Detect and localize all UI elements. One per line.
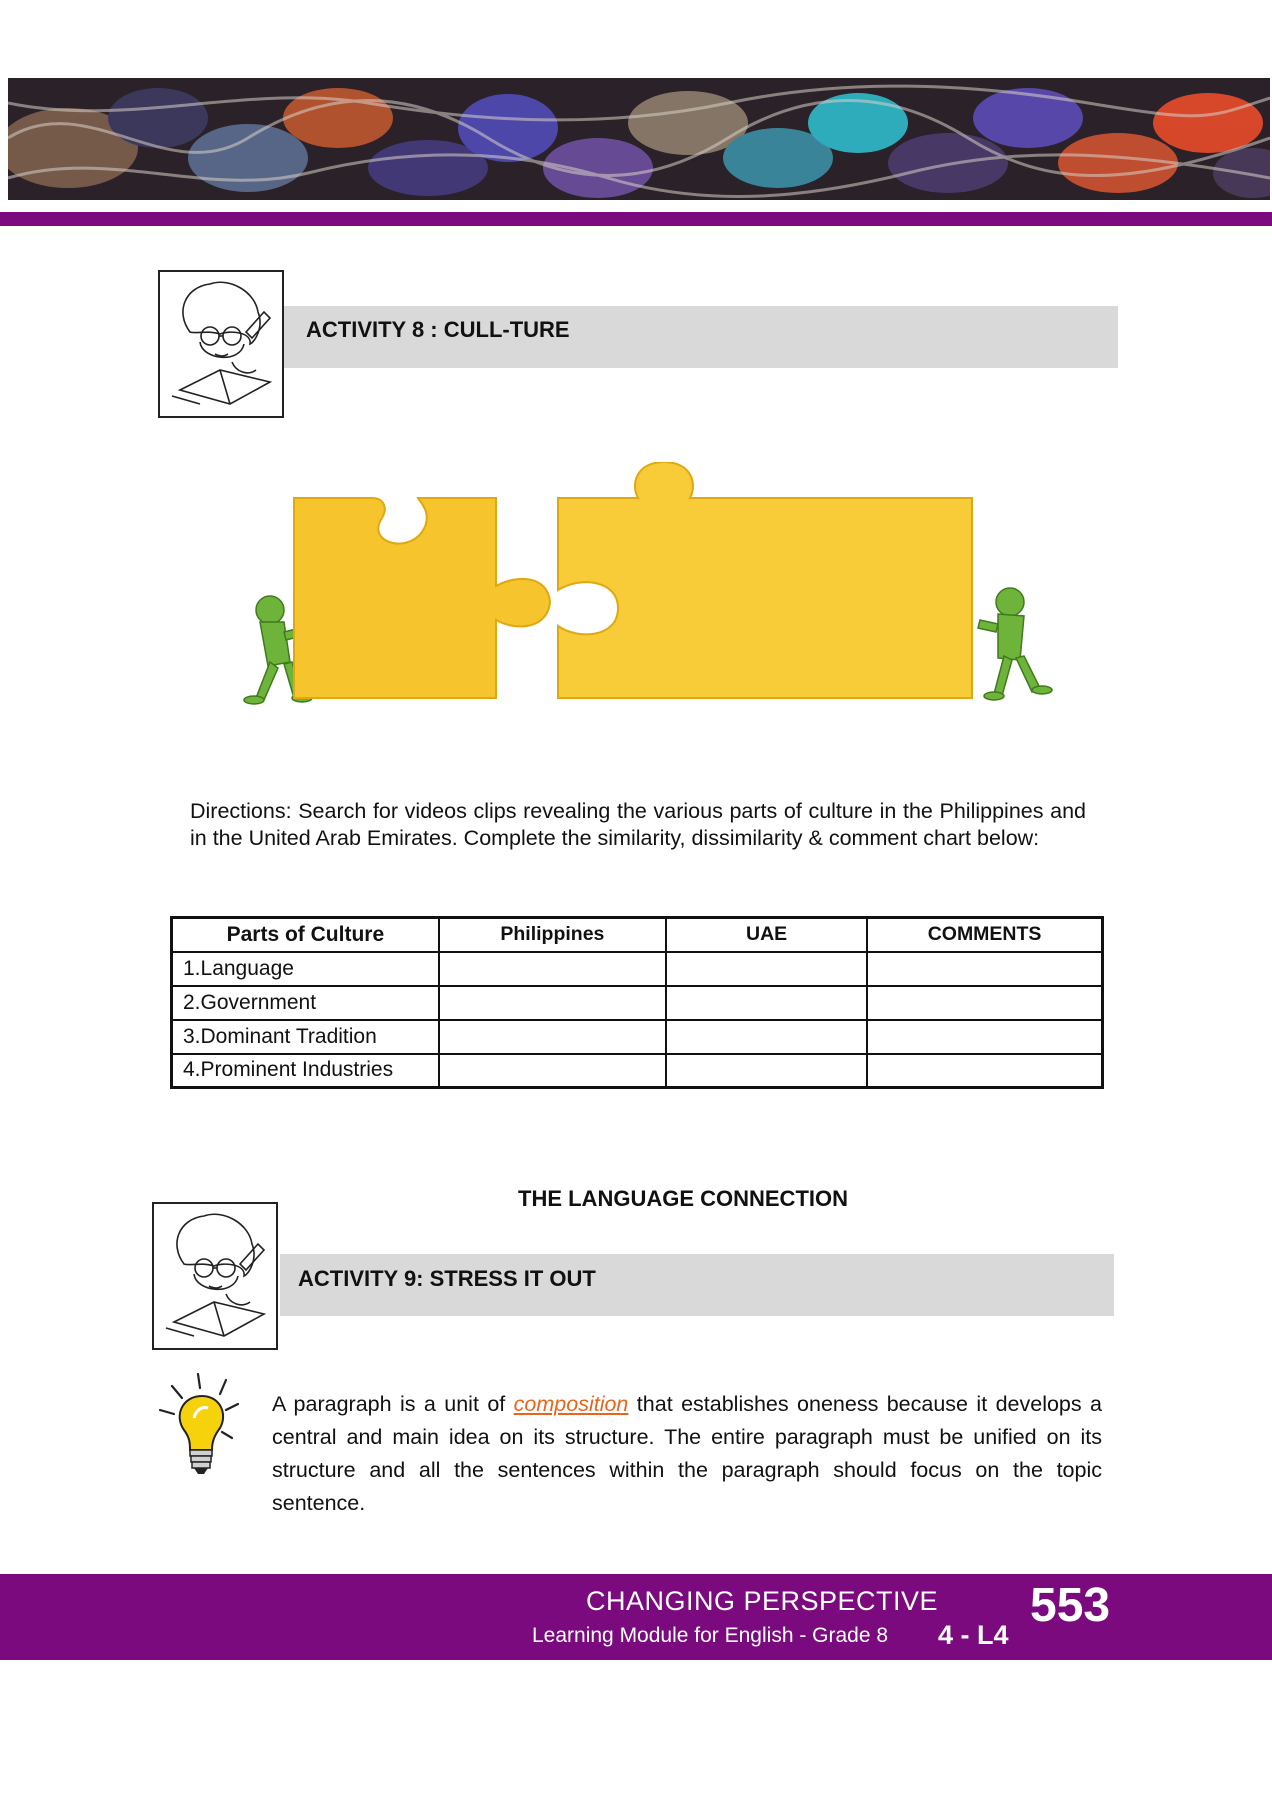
table-cell[interactable]	[439, 986, 666, 1020]
table-row	[172, 1020, 1103, 1054]
table-cell: 3.Dominant Tradition	[172, 1020, 439, 1054]
table-cell[interactable]	[666, 1054, 867, 1088]
table-cell: 4.Prominent Industries	[172, 1054, 439, 1088]
table-cell[interactable]	[666, 1020, 867, 1054]
table-cell[interactable]	[867, 1054, 1102, 1088]
lightbulb-icon	[152, 1370, 264, 1482]
table-cell[interactable]	[439, 952, 666, 986]
paragraph-text-end: that establishes oneness because it develops a central and main idea on its structure. The entire paragraph must be unified on its structure and all the sentences within the paragraph should focus on the topic sentence.	[272, 1392, 1102, 1515]
page-footer	[0, 1574, 1272, 1660]
composition-link[interactable]: composition	[513, 1392, 629, 1416]
table-header-row	[172, 918, 1103, 952]
footer-title: CHANGING PERSPECTIVE	[586, 1586, 939, 1616]
table-row	[172, 1054, 1103, 1088]
column-header: Parts of Culture	[172, 918, 439, 952]
activity-8-title: ACTIVITY 8 : CULL-TURE	[306, 317, 570, 342]
section-heading: THE LANGUAGE CONNECTION	[518, 1186, 848, 1211]
directions-text: Directions: Search for videos clips revealing the various parts of culture in the Philippines and in the United Arab Emirates. Complete the similarity, dissimilarity & comment chart below:	[190, 799, 1086, 850]
paragraph-text-start: A paragraph is a unit of	[272, 1392, 514, 1416]
footer-module-code: 4 - L4	[938, 1620, 1009, 1650]
puzzle-pieces-illustration	[198, 462, 1086, 712]
footer-subtitle: Learning Module for English - Grade 8	[532, 1624, 889, 1647]
decorative-header-banner	[8, 78, 1270, 200]
activity-9-title: ACTIVITY 9: STRESS IT OUT	[298, 1266, 596, 1291]
column-header: Philippines	[439, 918, 666, 952]
table-cell[interactable]	[867, 986, 1102, 1020]
page-number: 553	[1030, 1579, 1111, 1632]
culture-comparison-table	[170, 916, 1104, 1089]
column-header: COMMENTS	[867, 918, 1102, 952]
table-cell[interactable]	[867, 952, 1102, 986]
table-row	[172, 986, 1103, 1020]
table-cell[interactable]	[666, 952, 867, 986]
header-purple-rule	[0, 212, 1272, 226]
table-cell[interactable]	[439, 1054, 666, 1088]
table-cell[interactable]	[666, 986, 867, 1020]
table-cell[interactable]	[867, 1020, 1102, 1054]
student-writing-icon	[152, 1202, 278, 1350]
table-cell: 1.Language	[172, 952, 439, 986]
table-cell: 2.Government	[172, 986, 439, 1020]
table-row	[172, 952, 1103, 986]
column-header: UAE	[666, 918, 867, 952]
table-cell[interactable]	[439, 1020, 666, 1054]
student-writing-icon	[158, 270, 284, 418]
paragraph-definition-text	[272, 1388, 1102, 1520]
